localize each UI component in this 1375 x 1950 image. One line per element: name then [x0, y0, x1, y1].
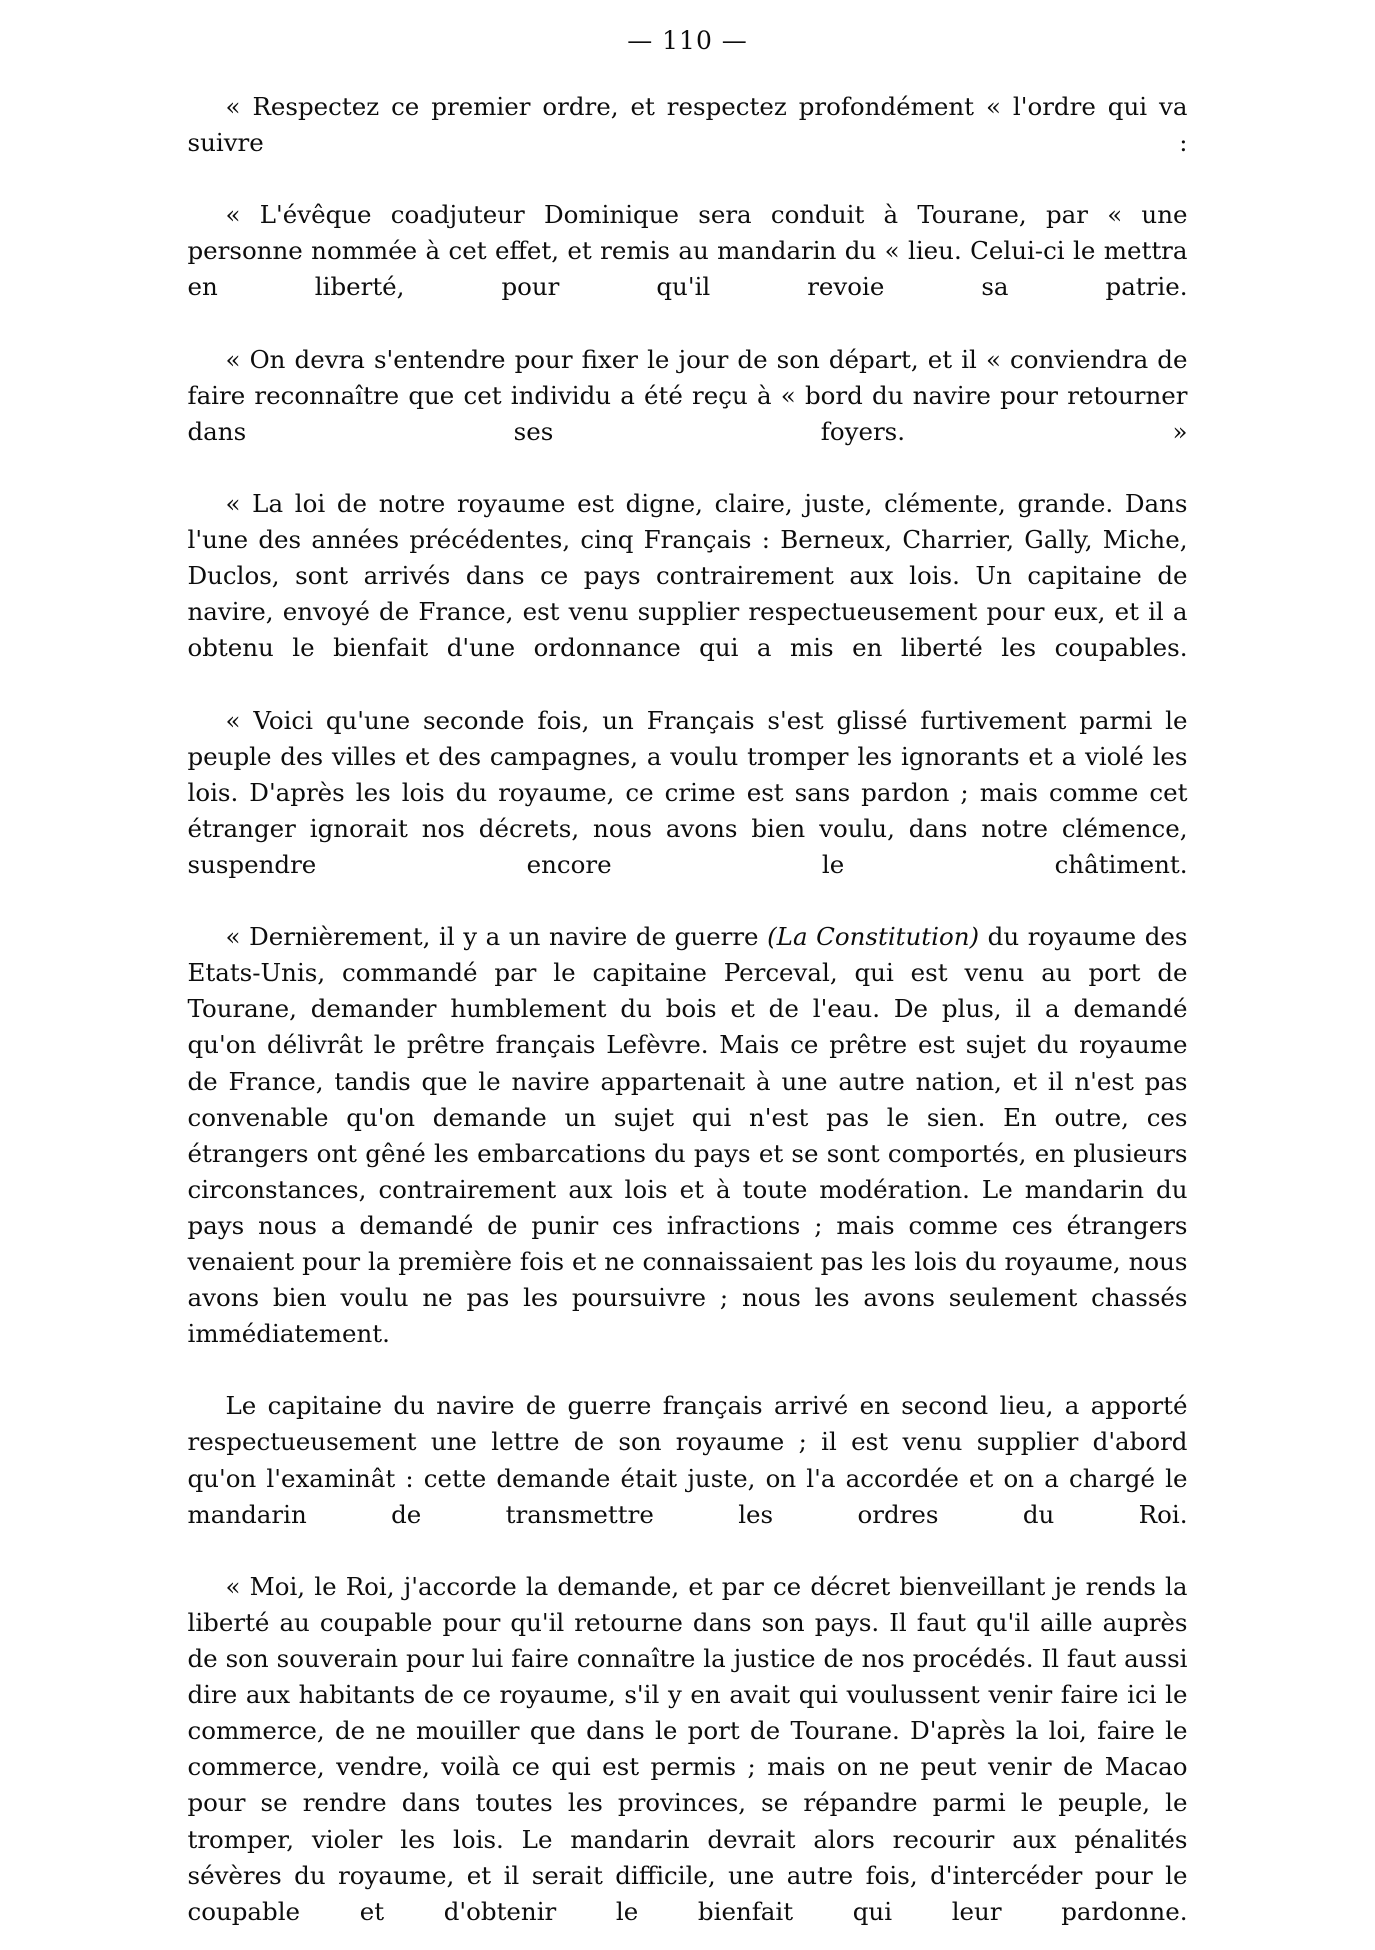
paragraph-3: « On devra s'entendre pour fixer le jour de son départ, et il « conviendra de faire reconnaître que cet individu a été reçu à « bord du navire pour retourner dans ses foyers. »	[187, 344, 1188, 446]
paragraph-4: « La loi de notre royaume est digne, claire, juste, clémente, grande. Dans l'une des années précédentes, cinq Français : Berneux, Charrier, Gally, Miche, Duclos, sont arrivés dans ce pays contrairement aux lois. Un capitaine de navire, envoyé de France, est venu supplier respectueusement pour eux, et il a obtenu le bienfait d'une ordonnance qui a mis en liberté les coupables.	[187, 489, 1188, 663]
paragraph-7: Le capitaine du navire de guerre français arrivé en second lieu, a apporté respectueusement une lettre de son royaume ; il est venu supplier d'abord qu'on l'examinât : cette demande était juste, on l'a accordée et on a chargé le mandarin de transmettre les ordres du Roi.	[187, 1391, 1188, 1529]
paragraph-6	[188, 919, 1188, 1388]
paragraph-2: « L'évêque coadjuteur Dominique sera conduit à Tourane, par « une personne nommée à cet effet, et remis au mandarin du « lieu. Celui-ci le mettra en liberté, pour qu'il revoie sa patrie.	[187, 200, 1188, 302]
paragraph-5: « Voici qu'une seconde fois, un Français s'est glissé furtivement parmi le peuple des villes et des campagnes, a voulu tromper les ignorants et a violé les lois. D'après les lois du royaume, ce crime est sans pardon ; mais comme cet étranger ignorait nos décrets, nous avons bien voulu, dans notre clémence, suspendre encore le châtiment.	[187, 705, 1188, 879]
paragraph-1: « Respectez ce premier ordre, et respectez profondément « l'ordre qui va suivre :	[187, 92, 1188, 158]
ship-name-italic: (La Constitution)	[767, 922, 980, 952]
body-text-column	[188, 89, 1188, 1950]
paragraph-6-part-2: du royaume des Etats-Unis, commandé par le capitaine Perceval, qui est venu au port de Tourane, demander humblement du bois et de l'eau. De plus, il a demandé qu'on délivrât le prêtre français Lefèvre. Mais ce prêtre est sujet du royaume de France, tandis que le navire appartenait à une autre nation, et il n'est pas convenable qu'on demande un sujet qui n'est pas le sien. En outre, ces étrangers ont gêné les embarcations du pays et se sont comportés, en plusieurs circonstances, contrairement aux lois et à toute modération. Le mandarin du pays nous a demandé de punir ces infractions ; mais comme ces étrangers venaient pour la première fois et ne connaissaient pas les lois du royaume, nous avons bien voulu ne pas les poursuivre ; nous les avons seulement chassés immédiatement.	[187, 922, 1188, 1349]
paragraph-6-part-1: « Dernièrement, il y a un navire de guerre	[225, 922, 768, 952]
page-number: — 110 —	[627, 26, 748, 55]
paragraph-8: « Moi, le Roi, j'accorde la demande, et par ce décret bienveillant je rends la liberté au coupable pour qu'il retourne dans son pays. Il faut qu'il aille auprès de son souverain pour lui faire connaître la justice de nos procédés. Il faut aussi dire aux habitants de ce royaume, s'il y en avait qui voulussent venir faire ici le commerce, de ne mouiller que dans le port de Tourane. D'après la loi, faire le commerce, vendre, voilà ce qui est permis ; mais on ne peut venir de Macao pour se rendre dans toutes les provinces, se répandre parmi le peuple, le tromper, violer les lois. Le mandarin devrait alors recourir aux pénalités sévères du royaume, et il serait difficile, une autre fois, d'intercéder pour le coupable et d'obtenir le bienfait qui leur pardonne.	[187, 1571, 1188, 1926]
